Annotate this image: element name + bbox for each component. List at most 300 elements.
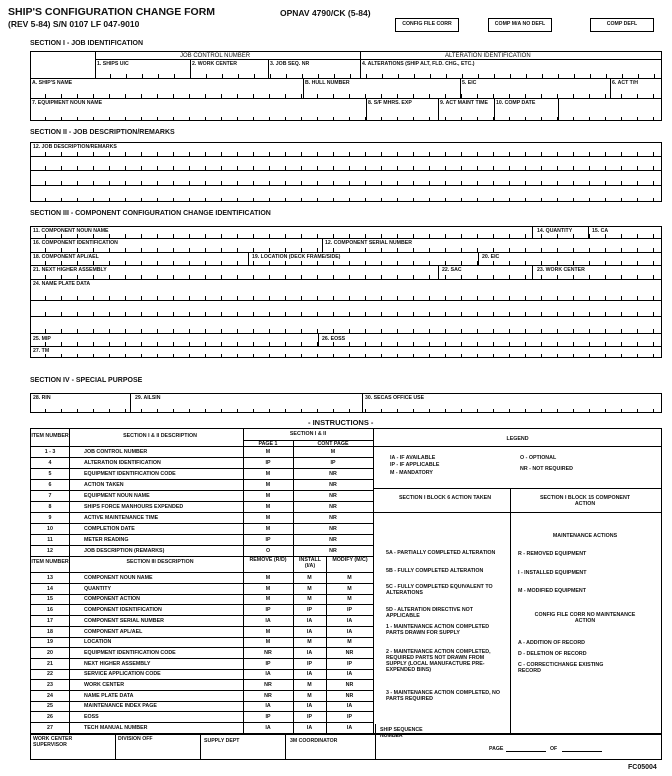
entry-tick [285,117,286,121]
entry-tick [109,117,110,121]
instr-page1: M [265,526,271,532]
instr3-description: EOSS [84,714,99,721]
instr3-install: M [307,596,312,603]
entry-tick [333,117,334,121]
name-plate-data-field[interactable]: 24. NAME PLATE DATA [33,281,91,287]
instr3-remove: IP [265,660,271,667]
entry-tick [606,74,607,78]
instr3-remove: M [265,639,271,646]
entry-tick [350,74,351,78]
of-label: OF [550,746,558,752]
ship-sequence-number-field[interactable]: SHIP SEQUENCE NUMBER [380,727,423,739]
section-1-title: SECTION I - JOB IDENTIFICATION [30,40,144,47]
cfg-deletion: D - DELETION OF RECORD [518,651,587,657]
entry-tick [61,117,62,121]
location-field[interactable]: 19. LOCATION (DECK FRAME/SIDE) [252,254,341,260]
entry-tick [525,94,526,98]
instr-cont-page: NR [329,493,337,499]
instr3-modify: M [347,596,352,603]
row-divider [30,468,373,469]
ships-uic-field[interactable]: 1. SHIPS UIC [97,61,129,67]
row-divider [30,722,373,723]
entry-tick [653,117,654,121]
entry-tick [45,117,46,121]
instr3-remove: NR [264,692,272,699]
row-divider [30,523,373,524]
instr3-item-number: 15 [47,596,53,603]
instr-page1: M [265,482,271,488]
hull-number-field[interactable]: B. HULL NUMBER [305,80,350,86]
instr3-description: NEXT HIGHER ASSEMBLY [84,660,151,667]
component-apl-ael-field[interactable]: 18. COMPONENT APL/AEL [33,254,99,260]
row-divider [30,690,373,691]
instr3-install: IA [306,617,313,624]
entry-tick [302,74,303,78]
entry-tick [398,74,399,78]
entry-tick [621,117,622,121]
legend-nr: NR - NOT REQUIRED [520,466,573,472]
instr3-install: M [307,682,312,688]
instr3-description: QUANTITY [84,585,112,592]
mip-field[interactable]: 25. MIP [33,336,51,342]
entry-tick [509,94,510,98]
instr-description: JOB DESCRIPTION (REMARKS) [84,548,165,554]
instr3-description: SERVICE APPLICATION CODE [84,671,161,678]
instr-page1: M [265,504,271,510]
instr3-description: COMPONENT ACTION [84,596,141,603]
entry-tick [301,117,302,121]
entry-tick [221,94,222,98]
config-file-title: CONFIG FILE CORR NO MAINTENANCE ACTION [534,612,636,624]
maint-installed: I - INSTALLED EQUIPMENT [518,570,587,576]
entry-tick [157,117,158,121]
entry-tick [237,117,238,121]
instr3-install: M [307,692,312,699]
entry-tick [430,74,431,78]
row-divider [30,626,373,627]
section-2-title: SECTION II - JOB DESCRIPTION/REMARKS [30,129,175,136]
entry-tick [461,117,462,121]
row-divider [30,479,373,480]
instr3-remove: NR [264,649,272,656]
entry-tick [605,117,606,121]
instr3-modify: IP [346,714,352,721]
entry-tick [237,94,238,98]
install-header: INSTALL (I/A) [299,557,321,569]
row-divider [30,701,373,702]
entry-tick [445,117,446,121]
instr-page1: M [265,449,271,455]
instr-page1: O [265,548,271,554]
instr-description: COMPLETION DATE [84,526,135,532]
work-center-field[interactable]: 2. WORK CENTER [192,61,237,67]
instr-description: EQUIPMENT IDENTIFICATION CODE [84,471,176,477]
supply-dept-field[interactable]: SUPPLY DEPT [204,738,240,744]
alterations-field[interactable]: 4. ALTERATIONS (SHIP ALT, FLD. CHG., ETC.) [362,61,475,67]
instr3-item-number: 21 [47,660,53,667]
entry-tick [77,94,78,98]
entry-tick [222,74,223,78]
instr3-remove: M [265,596,271,603]
instr3-modify: IA [346,703,353,710]
entry-tick [637,94,638,98]
instr3-modify: IA [346,671,353,678]
entry-tick [462,74,463,78]
entry-tick [126,74,127,78]
instr-description: ACTIVE MAINTENANCE TIME [84,515,159,521]
instr-page1: M [265,471,271,477]
entry-tick [270,74,271,78]
instr-item-number: 8 [48,504,52,510]
entry-tick [494,74,495,78]
entry-tick [366,74,367,78]
component-identification-field[interactable]: 16. COMPONENT IDENTIFICATION [33,240,118,246]
instr3-modify: M [347,575,352,581]
action-2: 2 - MAINTENANCE ACTION COMPLETED, REQUIRED PARTS NOT DRAWN FROM SUPPLY (LOCAL MANUFACTURE PRE-EXPENDED BINS) [386,649,491,673]
action-3: 3 - MAINTENANCE ACTION COMPLETED, NO PARTS REQUIRED [386,690,500,702]
entry-tick [349,94,350,98]
entry-tick [445,94,446,98]
row-divider [30,615,373,616]
instr3-install: IA [306,703,313,710]
entry-tick [525,117,526,121]
entry-tick [381,117,382,121]
entry-tick [205,117,206,121]
row-divider [30,545,373,546]
instr3-install: IA [306,724,313,731]
entry-tick [542,74,543,78]
instr3-install: IP [306,660,312,667]
instr-cont-page: NR [329,482,337,488]
entry-tick [414,74,415,78]
instr-item-number: 6 [48,482,52,488]
instr3-remove: M [265,628,271,635]
entry-tick [157,94,158,98]
entry-tick [574,74,575,78]
instr-page1: M [265,493,271,499]
entry-tick [477,94,478,98]
entry-tick [45,94,46,98]
instr-item-number: 4 [48,460,52,466]
entry-tick [317,94,318,98]
entry-tick [589,94,590,98]
entry-tick [541,94,542,98]
instr3-modify: IP [346,660,352,667]
instr3-install: M [307,639,312,646]
job-control-number-label: JOB CONTROL NUMBER [180,53,251,59]
instr3-item-number: 16 [47,607,53,614]
entry-tick [493,94,494,98]
act-maint-time-field[interactable]: 9. ACT MAINT TIME [440,100,488,106]
maint-removed: R - REMOVED EQUIPMENT [518,551,587,557]
action-5a: 5A - PARTIALLY COMPLETED ALTERATION [386,550,496,556]
entry-tick [109,94,110,98]
instr3-item-number: 17 [47,617,53,624]
entry-tick [654,74,655,78]
action-5d: 5D - ALTERATION DIRECTIVE NOT APPLICABLE [386,607,474,619]
entry-tick [413,117,414,121]
component-noun-name-field[interactable]: 11. COMPONENT NOUN NAME [33,228,109,234]
instr-cont-page: IP [330,460,336,466]
instr-description: JOB CONTROL NUMBER [84,449,148,455]
instr3-remove: IA [265,703,271,710]
eoss-field[interactable]: 26. EOSS [322,336,346,342]
secas-office-use-field[interactable]: 30. SECAS OFFICE USE [365,395,425,401]
instr3-description: NAME PLATE DATA [84,692,134,699]
3m-coordinator-field[interactable]: 3M COORDINATOR [290,738,338,744]
section-3-description-header: SECTION III DESCRIPTION [126,559,194,565]
rin-field[interactable]: 28. RIN [33,395,51,401]
instr-page1: M [265,515,271,521]
entry-tick [269,117,270,121]
entry-tick [238,74,239,78]
section-3-title: SECTION III - COMPONENT CONFIGURATION CHANGE IDENTIFICATION [30,210,271,217]
instr3-description: LOCATION [84,639,112,646]
instr-cont-page: NR [329,515,337,521]
page-1-header: PAGE 1 [258,441,278,447]
row-divider [30,490,373,491]
entry-tick [653,94,654,98]
section-4-title: SECTION IV - SPECIAL PURPOSE [30,377,143,384]
instr3-item-number: 20 [47,649,53,656]
instr3-item-number: 18 [47,628,53,635]
instr3-item-number: 25 [47,703,53,710]
row-divider [30,501,373,502]
entry-tick [557,94,558,98]
form-number: OPNAV 4790/CK (5-84) [280,8,371,18]
entry-tick [381,94,382,98]
entry-tick [365,117,366,121]
instr-description: ALTERATION IDENTIFICATION [84,460,161,466]
form-revision: (REV 5-84) S/N 0107 LF 047-9010 [8,19,140,29]
entry-tick [125,117,126,121]
job-description-box[interactable] [30,142,662,202]
entry-tick [478,74,479,78]
block-15-header: SECTION I BLOCK 15 COMPONENT ACTION [539,495,631,507]
entry-tick [61,94,62,98]
instr3-modify: NR [345,682,354,688]
section-1-2-header: SECTION I & II [289,431,327,437]
entry-tick [141,94,142,98]
section-1-2-description-header: SECTION I & II DESCRIPTION [123,433,197,439]
ailsin-field[interactable]: 29. AILSIN [135,395,161,401]
job-seq-nr-field[interactable]: 3. JOB SEQ. NR [270,61,310,67]
entry-tick [477,117,478,121]
item-number-header: ITEM NUMBER [31,433,69,439]
maintenance-actions-title: MAINTENANCE ACTIONS [552,533,618,539]
comp-date-field[interactable]: 10. COMP DATE [496,100,536,106]
instr-item-number: 7 [48,493,52,499]
config-file-corr-box[interactable]: CONFIG FILE CORR [395,18,459,32]
row-divider [30,658,373,659]
instr3-install: IA [306,628,313,635]
instr3-modify: IA [346,724,353,731]
entry-tick [205,94,206,98]
instr3-remove: IP [265,714,271,721]
cont-page-header: CONT PAGE [317,441,349,447]
entry-tick [174,74,175,78]
entry-tick [558,74,559,78]
row-divider [30,647,373,648]
instr-cont-page: NR [329,504,337,510]
entry-tick [382,74,383,78]
cfg-correct: C - CORRECT/CHANGE EXISTING RECORD [518,662,604,674]
row-divider [30,637,373,638]
instr-description: ACTION TAKEN [84,482,124,488]
entry-tick [461,94,462,98]
instr-cont-page: NR [329,548,337,554]
instr3-remove: M [265,575,271,581]
instr3-item-number: 23 [47,682,53,688]
entry-tick [621,94,622,98]
sf-mhrs-exp-field[interactable]: 8. S/F MHRS. EXP [368,100,412,106]
instr3-modify: NR [345,649,354,656]
row-divider [30,583,373,584]
instr3-description: MAINTENANCE INDEX PAGE [84,703,157,710]
entry-tick [269,94,270,98]
row-divider [30,594,373,595]
entry-tick [158,74,159,78]
legend-o: O - OPTIONAL [520,455,557,461]
quantity-field[interactable]: 14. QUANTITY [537,228,573,234]
entry-tick [446,74,447,78]
ca-field[interactable]: 15. CA [592,228,609,234]
alteration-identification-label: ALTERATION IDENTIFICATION [445,53,531,59]
instr3-item-number: 13 [47,575,53,581]
work-center-supervisor-field[interactable]: WORK CENTER SUPERVISOR [33,736,73,748]
action-5c: 5C - FULLY COMPLETED EQUIVALENT TO ALTERATIONS [386,584,493,596]
row-divider [30,604,373,605]
entry-tick [637,117,638,121]
instr3-install: IA [306,671,313,678]
instr-item-number: 5 [48,471,52,477]
row-divider [30,534,373,535]
modify-header: MODIFY (M/C) [332,557,368,563]
eic-field[interactable]: 5. EIC [462,80,477,86]
entry-tick [173,94,174,98]
instr-item-number: 11 [47,537,53,543]
entry-tick [189,117,190,121]
instr-cont-page: NR [329,471,337,477]
instr3-modify: IP [346,607,352,614]
legend-title: LEGEND [506,436,529,442]
entry-tick [286,74,287,78]
instr3-install: IP [306,714,312,721]
instr3-item-number: 27 [47,724,53,731]
s3-eic-field[interactable]: 20. EIC [482,254,500,260]
instr3-description: COMPONENT SERIAL NUMBER [84,617,164,624]
entry-tick [93,117,94,121]
entry-tick [526,74,527,78]
entry-tick [429,117,430,121]
job-description-label: 12. JOB DESCRIPTION/REMARKS [33,144,117,150]
instr3-item-number: 24 [47,692,53,699]
ships-name-field[interactable]: A. SHIP'S NAME [32,80,73,86]
entry-tick [557,117,558,121]
instr3-description: TECH MANUAL NUMBER [84,724,148,731]
entry-tick [365,94,366,98]
entry-tick [413,94,414,98]
instr3-remove: IA [265,617,271,624]
equipment-noun-name-field[interactable]: 7. EQUIPMENT NOUN NAME [32,100,103,106]
division-off-field[interactable]: DIVISION OFF [118,736,153,742]
entry-tick [349,117,350,121]
instr3-description: WORK CENTER [84,682,125,688]
section-4-box [30,393,662,413]
tm-field[interactable]: 27. TM [33,348,50,354]
entry-tick [573,117,574,121]
instr3-item-number: 19 [47,639,53,646]
entry-tick [253,94,254,98]
instr3-description: COMPONENT NOUN NAME [84,575,153,581]
entry-tick [334,74,335,78]
entry-tick [573,94,574,98]
instr-description: METER READING [84,537,129,543]
instr3-modify: M [347,585,352,592]
instr3-description: COMPONENT IDENTIFICATION [84,607,162,614]
entry-tick [509,117,510,121]
act-th-field[interactable]: 6. ACT T/H [612,80,639,86]
instr3-remove: M [265,585,271,592]
entry-tick [173,117,174,121]
instr3-item-number: 26 [47,714,53,721]
entry-tick [589,117,590,121]
comp-ma-no-defl-box[interactable]: COMP M/A NO DEFL [488,18,552,32]
instr-item-number: 12 [47,548,53,554]
instr3-item-number: 22 [47,671,53,678]
entry-tick [318,74,319,78]
entry-tick [605,94,606,98]
s3-work-center-field[interactable]: 23. WORK CENTER [537,267,585,273]
entry-tick [206,74,207,78]
next-higher-assembly-field[interactable]: 21. NEXT HIGHER ASSEMBLY [33,267,107,273]
sac-field[interactable]: 22. SAC [442,267,462,273]
entry-tick [189,94,190,98]
instr3-remove: IA [265,724,271,731]
instr-item-number: 1 - 3 [44,449,56,455]
instr-description: EQUIPMENT NOUN NAME [84,493,150,499]
row-divider [30,679,373,680]
row-divider [30,457,373,458]
legend-ip: IP - IF APPLICABLE [390,462,440,468]
form-title: SHIP'S CONFIGURATION CHANGE FORM [8,6,216,18]
instr-page1: IP [265,460,271,466]
instr3-remove: IP [265,607,271,614]
row-divider [30,669,373,670]
entry-tick [397,94,398,98]
instr3-modify: M [347,639,352,646]
entry-tick [141,117,142,121]
component-serial-number-field[interactable]: 12. COMPONENT SERIAL NUMBER [325,240,412,246]
row-divider [30,711,373,712]
instr3-install: IP [306,607,312,614]
instr3-description: COMPONENT APL/AEL [84,628,143,635]
entry-tick [317,117,318,121]
entry-tick [190,74,191,78]
instr-cont-page: NR [329,526,337,532]
cfg-addition: A - ADDITION OF RECORD [518,640,585,646]
entry-tick [125,94,126,98]
entry-tick [510,74,511,78]
instr-description: SHIPS FORCE MANHOURS EXPENDED [84,504,184,510]
action-5b: 5B - FULLY COMPLETED ALTERATION [386,568,484,574]
comp-defl-box[interactable]: COMP DEFL [590,18,654,32]
action-1: 1 - MAINTENANCE ACTION COMPLETED PARTS DRAWN FOR SUPPLY [386,624,490,636]
instr-page1: IP [265,537,271,543]
remove-header: REMOVE (R/D) [249,557,287,563]
legend-m: M - MANDATORY [390,470,433,476]
entry-tick [93,94,94,98]
